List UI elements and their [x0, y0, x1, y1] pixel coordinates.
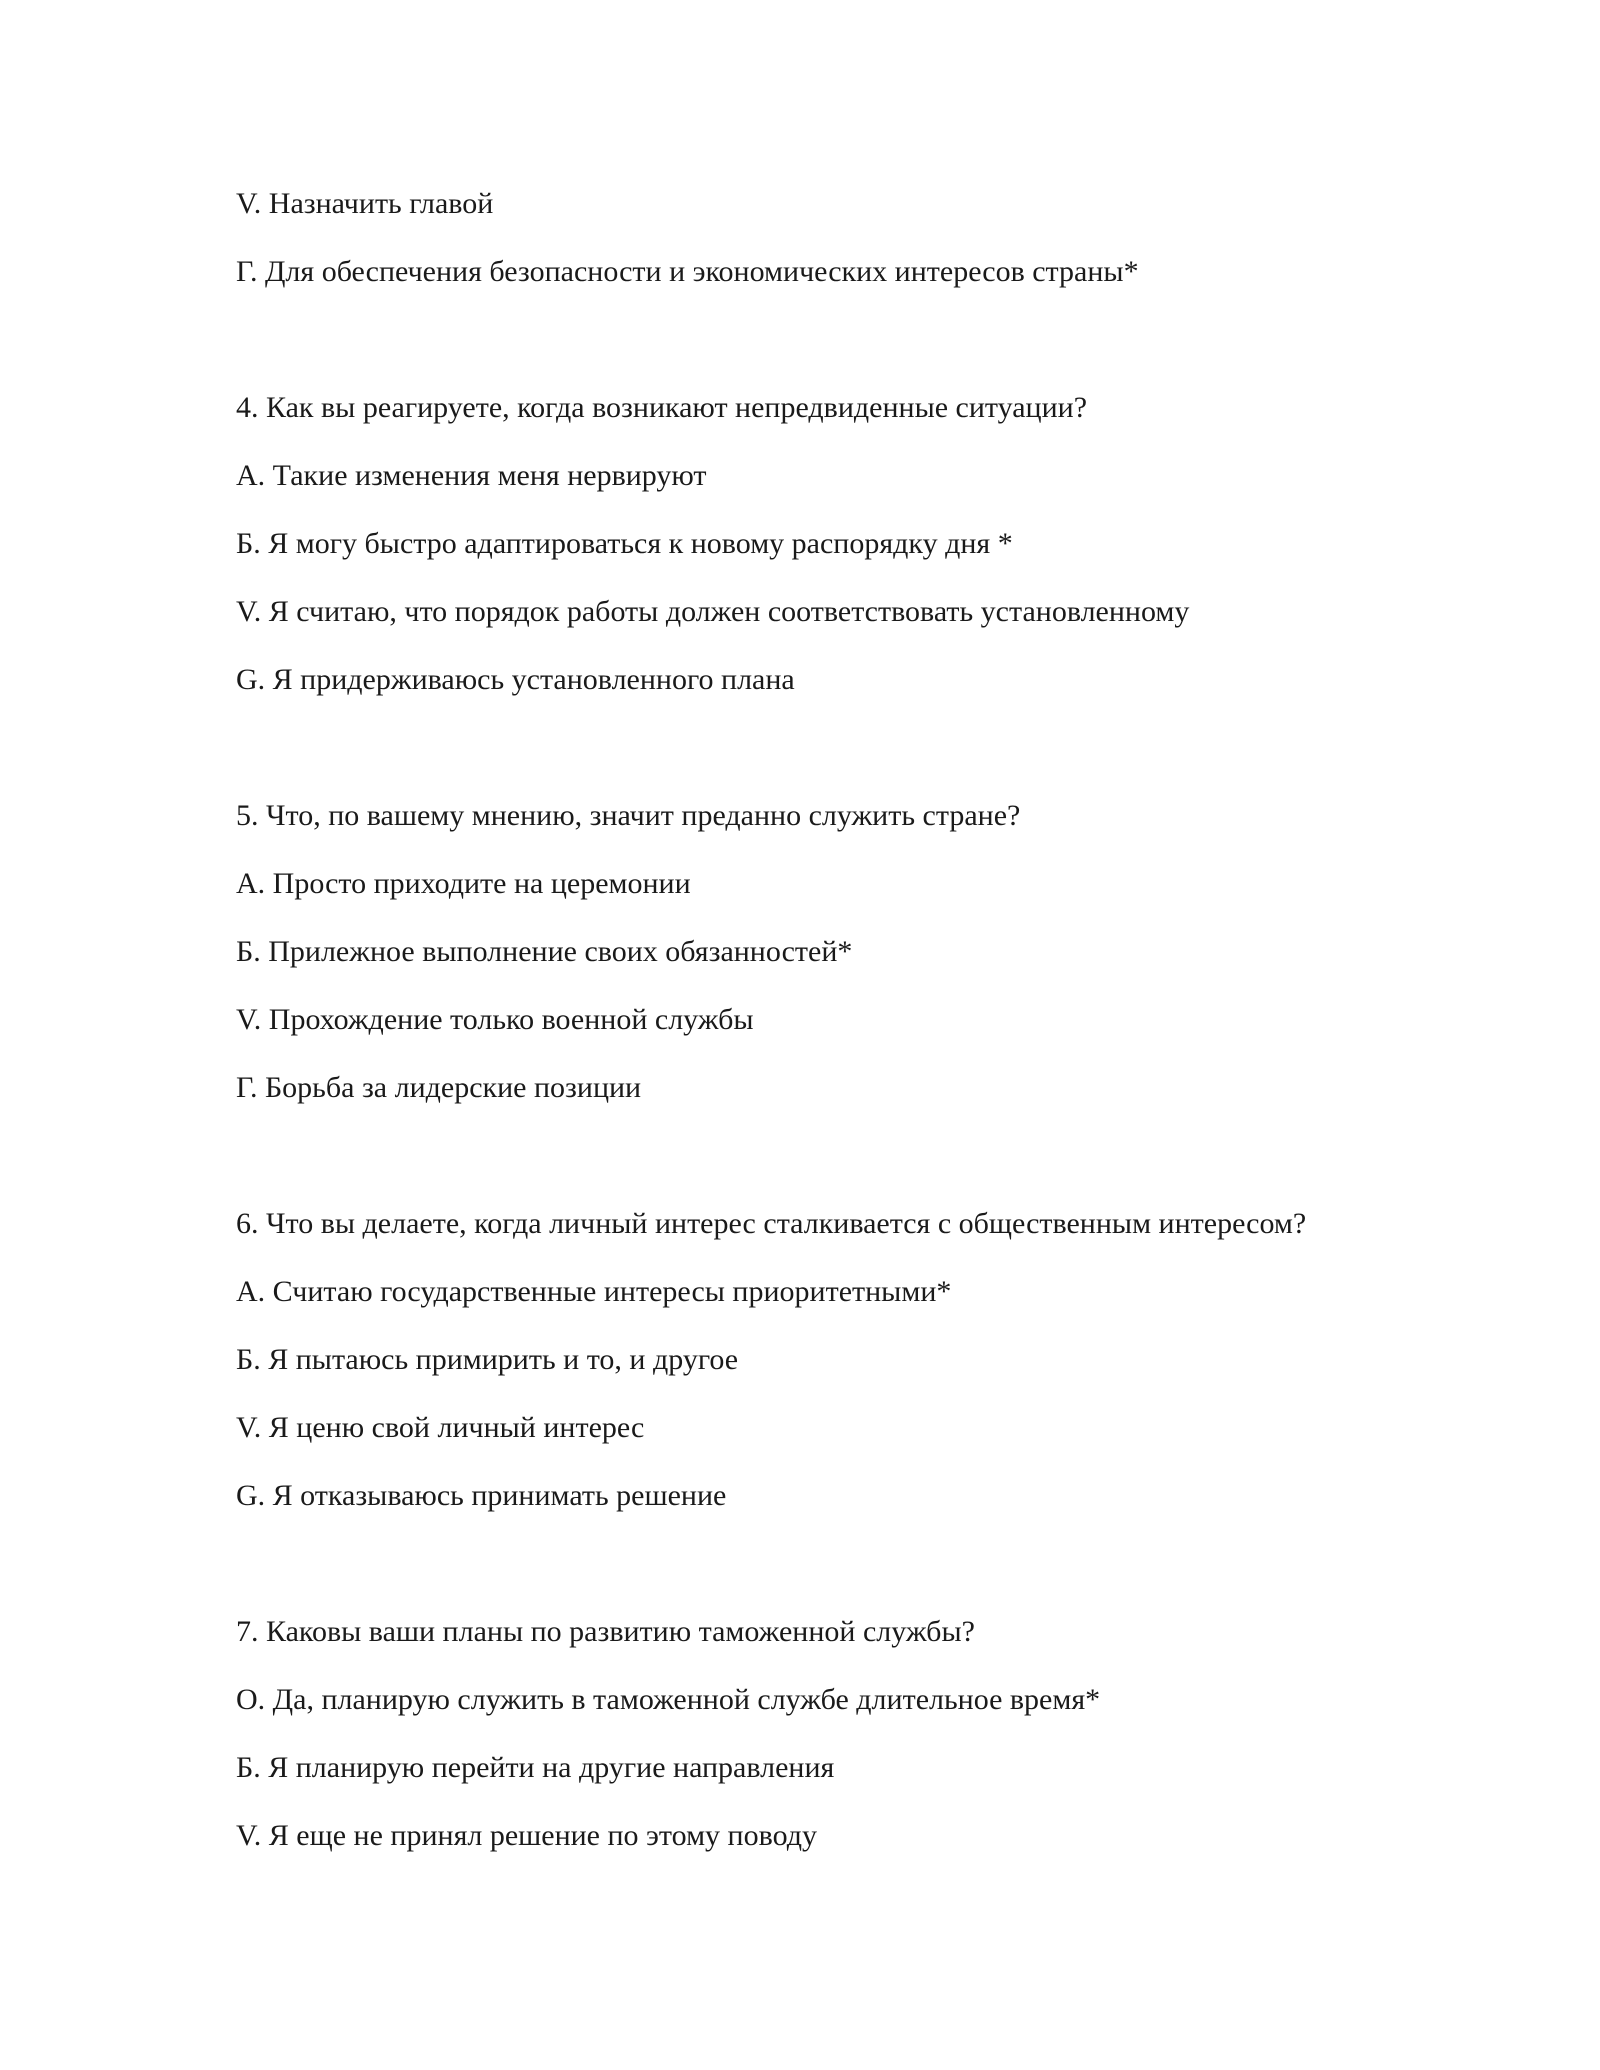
question-5-option-g: Г. Борьба за лидерские позиции — [236, 1071, 642, 1104]
question-7-text: 7. Каковы ваши планы по развитию таможенной службы? — [236, 1615, 975, 1648]
question-6-option-g: G. Я отказываюсь принимать решение — [236, 1479, 727, 1512]
paragraph-gap — [236, 1544, 1486, 1612]
question-4-option-b: Б. Я могу быстро адаптироваться к новому распорядку дня * — [236, 527, 1013, 560]
question-6-option-a: А. Считаю государственные интересы приоритетными* — [236, 1275, 952, 1308]
question-7-option-v: V. Я еще не принял решение по этому поводу — [236, 1819, 817, 1852]
question-5-option-a: А. Просто приходите на церемонии — [236, 867, 691, 900]
document-body — [236, 184, 1486, 1884]
question-6-option-v: V. Я ценю свой личный интерес — [236, 1411, 645, 1444]
paragraph-gap — [236, 320, 1486, 388]
option-line: Г. Для обеспечения безопасности и экономических интересов страны* — [236, 255, 1139, 288]
paragraph-gap — [236, 728, 1486, 796]
paragraph-gap — [236, 1136, 1486, 1204]
question-7-option-o: О. Да, планирую служить в таможенной службе длительное время* — [236, 1683, 1101, 1716]
question-4-text: 4. Как вы реагируете, когда возникают непредвиденные ситуации? — [236, 391, 1088, 424]
option-line: V. Назначить главой — [236, 187, 494, 220]
question-6-text: 6. Что вы делаете, когда личный интерес сталкивается с общественным интересом? — [236, 1207, 1307, 1240]
question-5-text: 5. Что, по вашему мнению, значит преданно служить стране? — [236, 799, 1021, 832]
question-4-option-a: А. Такие изменения меня нервируют — [236, 459, 707, 492]
question-4-option-v: V. Я считаю, что порядок работы должен соответствовать установленному — [236, 595, 1190, 628]
question-5-option-v: V. Прохождение только военной службы — [236, 1003, 754, 1036]
question-4-option-g: G. Я придерживаюсь установленного плана — [236, 663, 795, 696]
question-5-option-b: Б. Прилежное выполнение своих обязанностей* — [236, 935, 853, 968]
question-7-option-b: Б. Я планирую перейти на другие направления — [236, 1751, 835, 1784]
question-6-option-b: Б. Я пытаюсь примирить и то, и другое — [236, 1343, 739, 1376]
